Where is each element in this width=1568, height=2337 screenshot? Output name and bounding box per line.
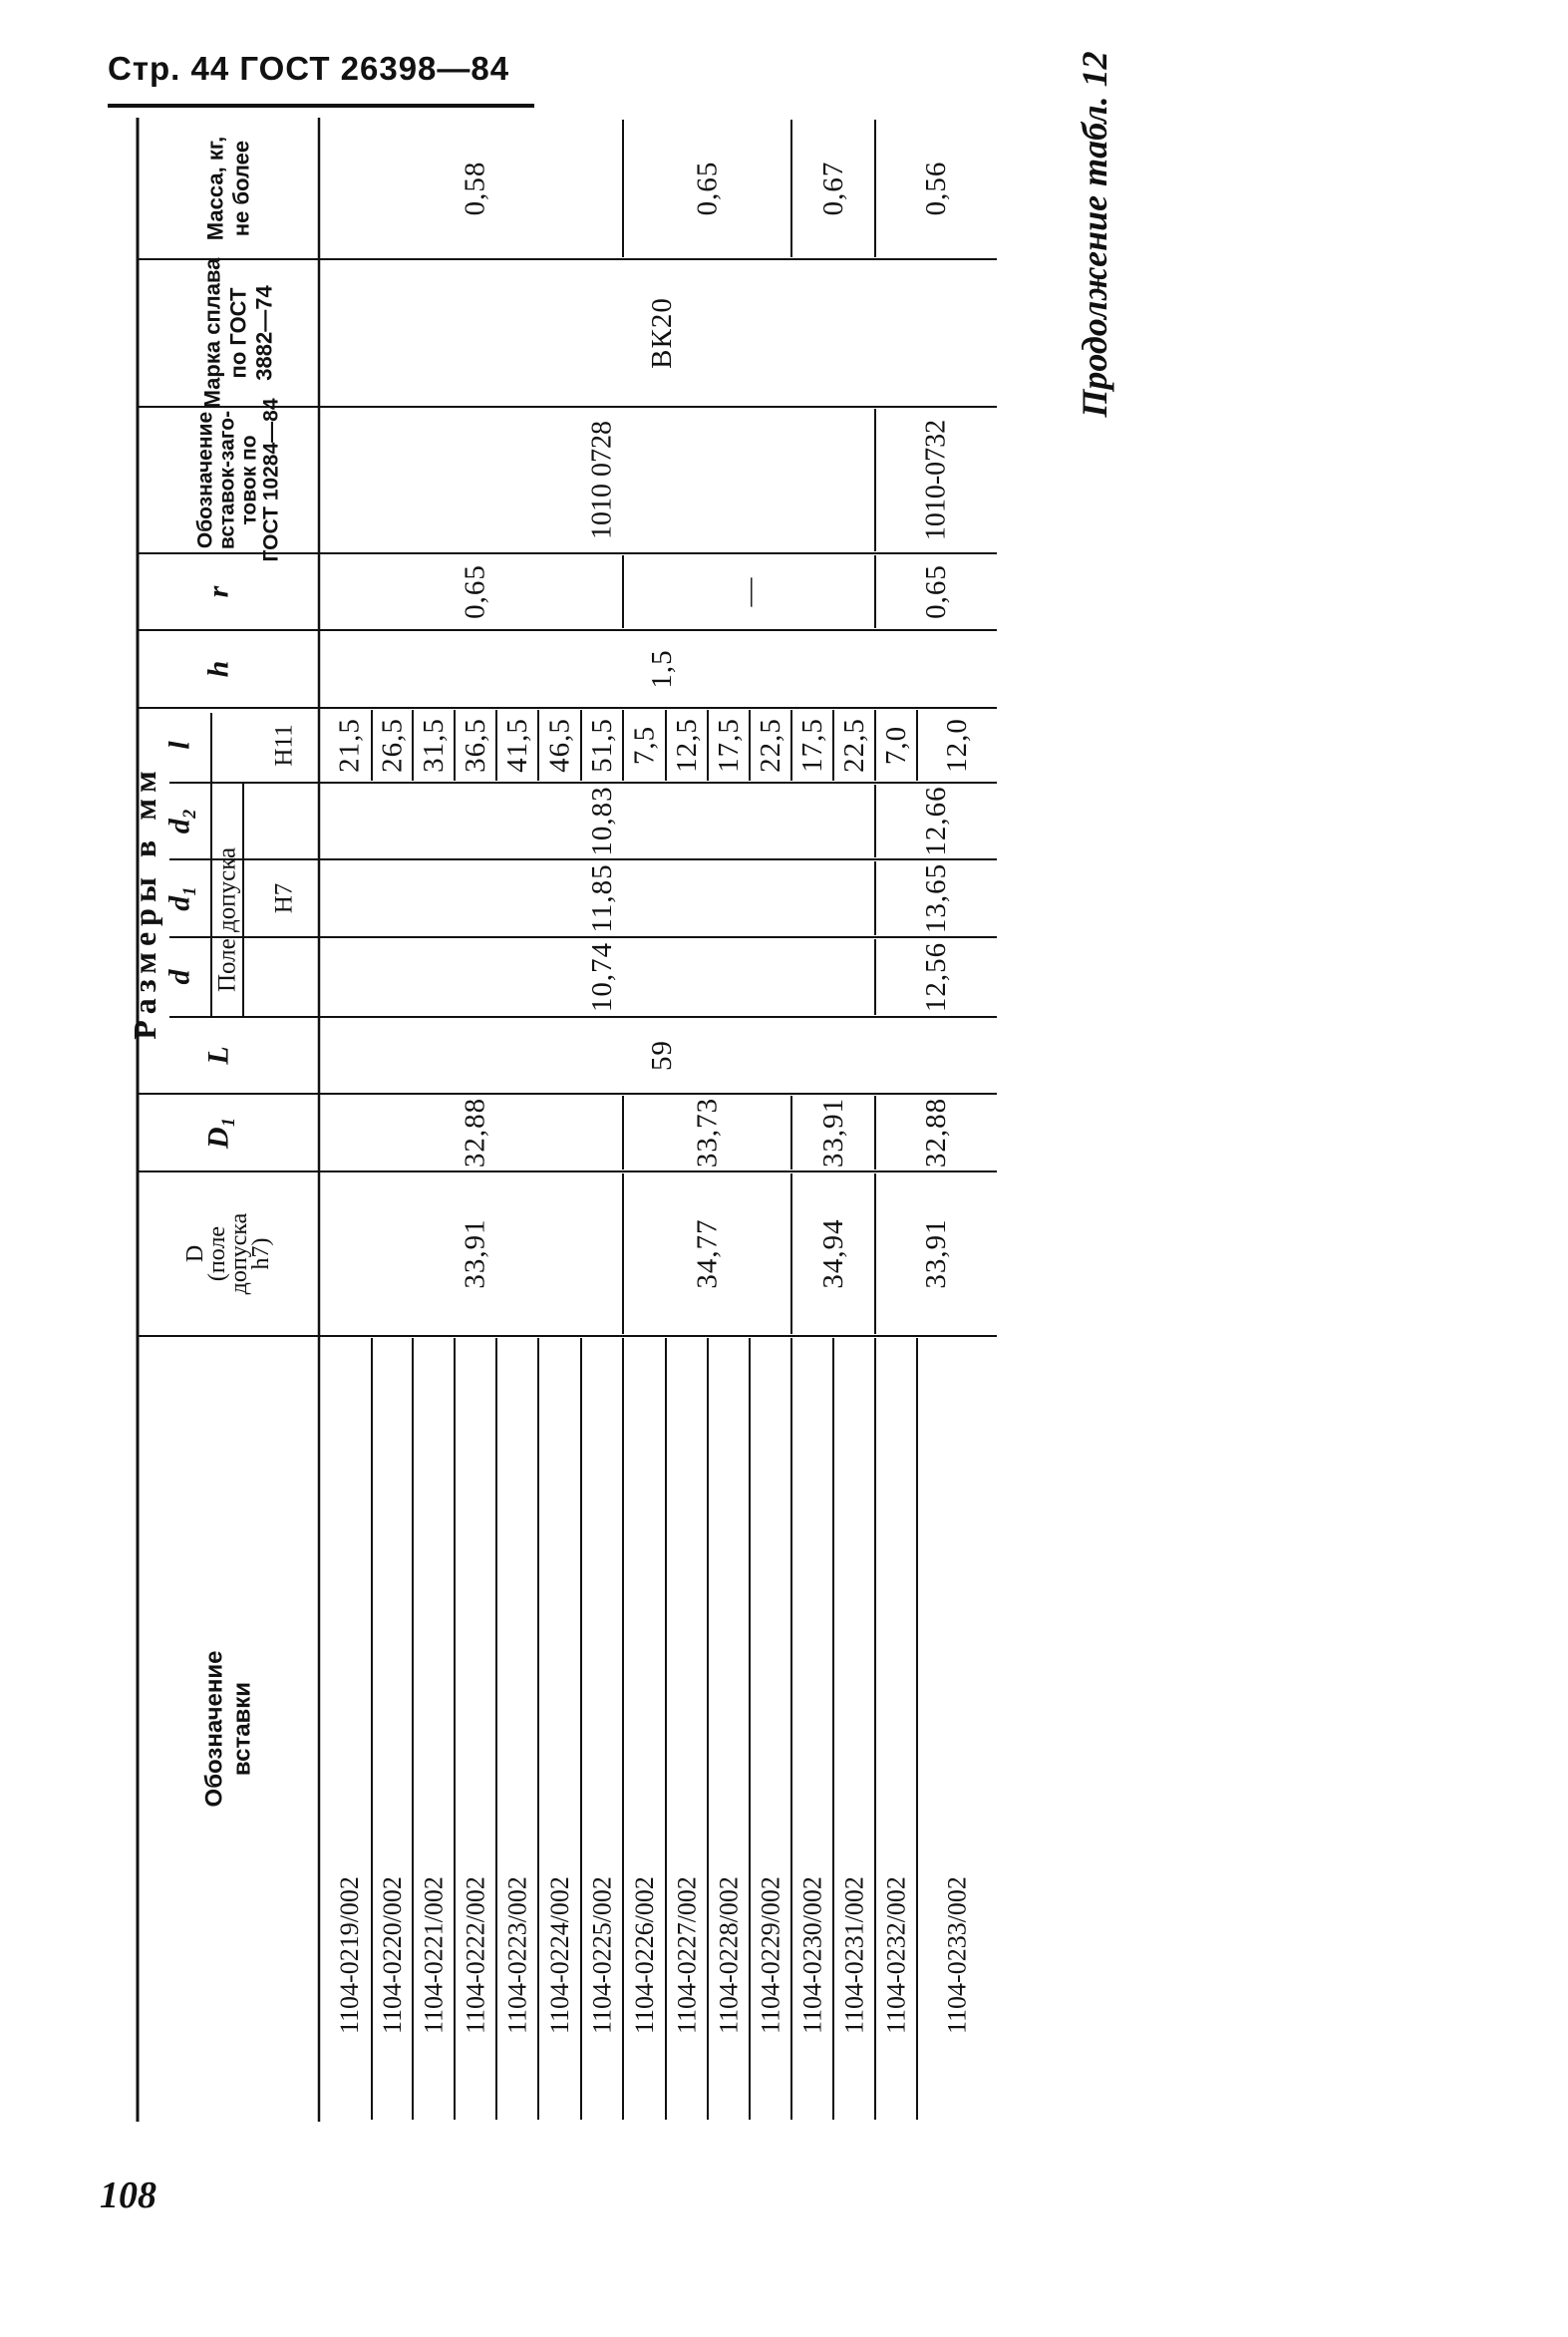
l-value-7: 51,5: [586, 718, 618, 773]
designation-row-2: 1104-0220/002: [378, 1876, 407, 2034]
d-header: d: [162, 969, 196, 985]
blank-header-line-2: вставок-заго-: [215, 410, 239, 550]
L-value-1: 59: [646, 1040, 678, 1071]
designation-row-8: 1104-0226/002: [630, 1876, 659, 2034]
alloy-header-line-1: Марка сплава: [199, 257, 225, 409]
d-value-1: 10,74: [586, 941, 618, 1013]
D1-value-2: 33,73: [691, 1097, 724, 1168]
designation-row-1: 1104-0219/002: [335, 1876, 364, 2034]
r-value-1: 0,65: [459, 564, 491, 619]
h11-header: H11: [270, 724, 298, 767]
designation-row-13: 1104-0231/002: [839, 1876, 869, 2034]
alloy-value-1: ВК20: [646, 297, 678, 369]
l-value-6: 46,5: [543, 718, 576, 773]
d-value-2: 12,56: [920, 941, 952, 1013]
l-value-10: 17,5: [713, 718, 745, 773]
mass-value-3: 0,67: [817, 161, 849, 216]
D-value-3: 34,94: [817, 1218, 849, 1289]
blank-header-line-4: ГОСТ 10284—84: [259, 398, 283, 562]
designation-row-12: 1104-0230/002: [797, 1876, 827, 2034]
d2-header: d₂: [162, 808, 196, 835]
blank-value-1: 1010 0728: [586, 421, 618, 539]
tolerance-field-header: Поле допуска: [213, 846, 241, 993]
d1-value-1: 11,85: [586, 863, 618, 933]
l-value-3: 31,5: [418, 718, 450, 773]
designation-row-7: 1104-0225/002: [587, 1876, 617, 2034]
designation-row-11: 1104-0229/002: [756, 1876, 785, 2034]
blank-header-line-1: Обозначение: [193, 411, 217, 549]
mass-value-4: 0,56: [920, 161, 952, 216]
l-value-13: 22,5: [838, 718, 870, 773]
l-value-11: 22,5: [755, 718, 786, 773]
l-value-1: 21,5: [333, 718, 366, 773]
D1-value-3: 33,91: [817, 1097, 849, 1168]
D1-value-4: 32,88: [920, 1097, 952, 1168]
alloy-header-line-3: 3882—74: [251, 285, 277, 381]
r-header: r: [201, 585, 235, 598]
l-value-8: 7,5: [628, 725, 661, 766]
l-header: l: [162, 741, 196, 750]
l-value-9: 12,5: [671, 718, 703, 773]
d2-value-1: 10,83: [586, 786, 618, 856]
mass-value-2: 0,65: [691, 161, 724, 216]
designation-row-6: 1104-0224/002: [545, 1876, 574, 2034]
l-value-12: 17,5: [796, 718, 828, 773]
designation-row-10: 1104-0228/002: [714, 1876, 744, 2034]
h-header: h: [201, 660, 235, 678]
designation-row-14: 1104-0232/002: [881, 1876, 911, 2034]
D-header-line-3: допуска: [226, 1212, 252, 1295]
D-header-line-4: h7): [248, 1237, 274, 1270]
D-value-1: 33,91: [459, 1218, 491, 1289]
mass-value-1: 0,58: [459, 161, 491, 216]
d2-value-2: 12,66: [920, 786, 952, 856]
h7-header: H7: [270, 882, 298, 914]
designation-row-9: 1104-0227/002: [672, 1876, 702, 2034]
D1-header: D₁: [201, 1116, 235, 1150]
D-header-line-2: (поле: [204, 1225, 230, 1282]
dimensions-caption: Размеры в мм: [127, 765, 162, 1040]
l-value-4: 36,5: [460, 718, 491, 773]
D1-value-1: 32,88: [459, 1097, 491, 1168]
r-value-2: —: [733, 576, 766, 607]
h-value-1: 1,5: [646, 649, 678, 689]
D-value-2: 34,77: [691, 1218, 724, 1289]
designation-header-line-1: Обозначение: [200, 1650, 228, 1808]
designation-row-5: 1104-0223/002: [502, 1876, 532, 2034]
alloy-header-line-2: по ГОСТ: [225, 287, 251, 379]
mass-header-line-2: не более: [228, 140, 254, 237]
blank-value-2: 1010-0732: [920, 419, 952, 541]
l-value-5: 41,5: [501, 718, 533, 773]
continuation-caption: Продолжение табл. 12: [1075, 51, 1114, 418]
mass-header-line-1: Масса, кг,: [202, 136, 228, 241]
designation-header-line-2: вставки: [228, 1681, 256, 1777]
l-value-15: 12,0: [941, 718, 973, 773]
designation-row-3: 1104-0221/002: [419, 1876, 449, 2034]
designation-row-4: 1104-0222/002: [461, 1876, 490, 2034]
l-value-14: 7,0: [880, 725, 912, 766]
blank-header-line-3: товок по: [237, 435, 261, 525]
designation-row-15: 1104-0233/002: [942, 1876, 972, 2034]
d1-header: d₁: [162, 885, 196, 911]
r-value-3: 0,65: [920, 564, 952, 619]
D-header-line-1: D: [182, 1244, 208, 1263]
page-number: 108: [100, 2174, 157, 2216]
page-header: Стр. 44 ГОСТ 26398—84: [108, 50, 510, 87]
D-value-4: 33,91: [920, 1218, 952, 1289]
l-value-2: 26,5: [376, 718, 409, 773]
L-header: L: [201, 1046, 235, 1065]
d1-value-2: 13,65: [920, 862, 952, 934]
